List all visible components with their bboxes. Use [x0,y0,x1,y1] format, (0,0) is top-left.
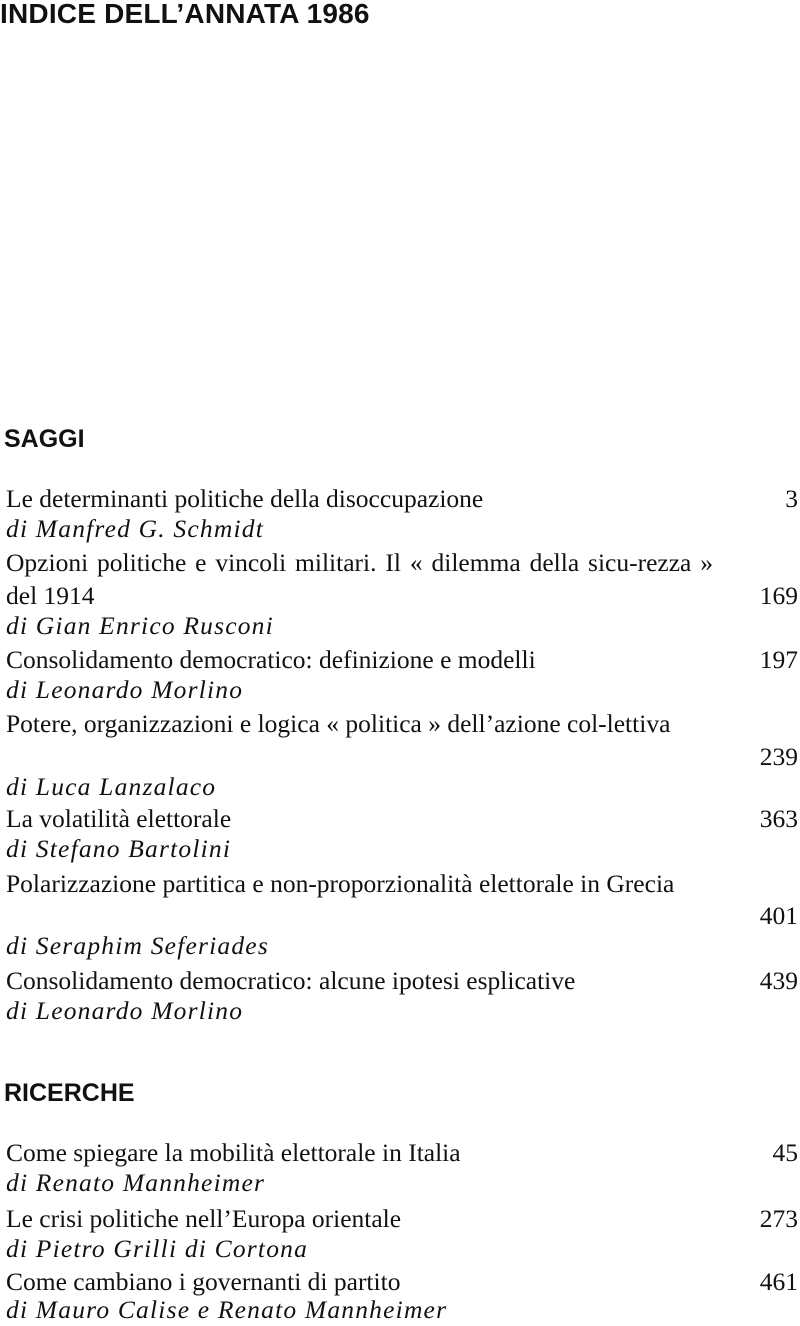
entry-title: La volatilità elettorale [6,804,232,833]
entry-author: di Gian Enrico Rusconi [6,611,274,640]
entry-title: Le crisi politiche nell’Europa orientale [6,1204,402,1233]
entry-author: di Leonardo Morlino [6,996,244,1025]
entry-author: di Renato Mannheimer [6,1168,266,1197]
entry-author: di Luca Lanzalaco [6,772,217,801]
entry-page-number: 461 [759,1267,798,1296]
entry-author: di Leonardo Morlino [6,675,244,704]
entry-page-number: 45 [772,1138,798,1167]
page-title: INDICE DELL’ANNATA 1986 [0,0,370,29]
entry-page-number: 169 [759,581,798,610]
entry-page-number: 273 [759,1204,798,1233]
entry-title: Consolidamento democratico: definizione e modelli [6,645,536,674]
entry-title: Le determinanti politiche della disoccupazione [6,484,484,513]
section-heading: SAGGI [4,425,85,453]
entry-author: di Stefano Bartolini [6,834,232,863]
entry-page-number: 401 [759,901,798,930]
entry-page-number: 197 [759,645,798,674]
entry-page-number: 239 [759,742,798,771]
entry-title: Come spiegare la mobilità elettorale in Italia [6,1138,461,1167]
entry-author: di Mauro Calise e Renato Mannheimer [6,1295,448,1324]
entry-author: di Pietro Grilli di Cortona [6,1234,309,1263]
entry-page-number: 3 [785,484,798,513]
entry-title: Opzioni politiche e vincoli militari. Il « dilemma della sicu-rezza » del 1914 [6,548,713,610]
entry-page-number: 439 [759,966,798,995]
entry-title: Polarizzazione partitica e non-proporzionalità elettorale in Grecia [6,869,675,898]
entry-title: Consolidamento democratico: alcune ipotesi esplicative [6,966,576,995]
entry-title: Come cambiano i governanti di partito [6,1267,401,1296]
section-heading: RICERCHE [4,1079,135,1107]
entry-title: Potere, organizzazioni e logica « politica » dell’azione col-lettiva [6,709,671,738]
entry-page-number: 363 [759,804,798,833]
entry-author: di Seraphim Seferiades [6,931,269,960]
entry-author: di Manfred G. Schmidt [6,514,264,543]
